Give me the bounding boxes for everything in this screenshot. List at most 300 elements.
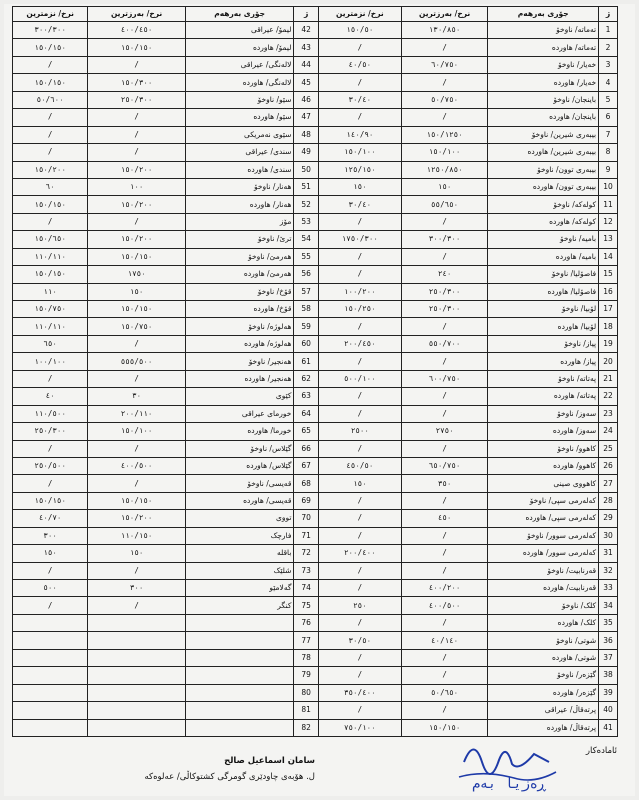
right-product-cell: پرتەقاڵ/ هاوردە <box>488 719 599 736</box>
right-max-cell: / <box>401 527 487 544</box>
right-min-cell: / <box>318 667 401 684</box>
left-product-cell: مۆز <box>185 213 294 230</box>
right-min-cell: / <box>318 388 401 405</box>
table-row <box>13 632 618 649</box>
left-min-cell: ٥٠/٦٠٠ <box>13 91 88 108</box>
left-min-cell <box>13 719 88 736</box>
table-row <box>13 144 618 161</box>
right-no-cell: 25 <box>599 440 618 457</box>
right-no-cell: 3 <box>599 56 618 73</box>
table-row <box>13 440 618 457</box>
right-product-cell: سەوز/ هاوردە <box>488 423 599 440</box>
left-max-cell <box>88 684 186 701</box>
left-min-cell: ١٥٠/٧٥٠ <box>13 301 88 318</box>
left-product-cell: گێلاس/ ناوخۆ <box>185 440 294 457</box>
left-product-cell: ترێ/ ناوخۆ <box>185 231 294 248</box>
right-min-cell: / <box>318 702 401 719</box>
right-max-cell: / <box>401 388 487 405</box>
left-max-cell <box>88 632 186 649</box>
right-max-cell: ٢٥٠/٣٠٠ <box>401 283 487 300</box>
table-row <box>13 56 618 73</box>
left-no-cell: 75 <box>294 597 318 614</box>
table-row <box>13 318 618 335</box>
right-min-cell: ٤٥٠/٥٠ <box>318 457 401 474</box>
right-min-cell: / <box>318 39 401 56</box>
left-max-cell: ١٥٠/٣٠٠ <box>88 74 186 91</box>
right-product-cell: تەماتە/ هاوردە <box>488 39 599 56</box>
table-row <box>13 580 618 597</box>
left-no-cell: 54 <box>294 231 318 248</box>
left-max-cell: ١٥٠/١٠٠ <box>88 423 186 440</box>
table-row <box>13 684 618 701</box>
right-product-cell: تەماتە/ ناوخۆ <box>488 22 599 39</box>
left-max-cell: ٤٠٠/٥٠٠ <box>88 457 186 474</box>
table-row <box>13 248 618 265</box>
left-no-cell: 44 <box>294 56 318 73</box>
right-max-cell: ٥٠/٦٥٠ <box>401 684 487 701</box>
right-max-cell: ١٣٠/٨٥٠ <box>401 22 487 39</box>
right-product-cell: پەتاتە/ ناوخۆ <box>488 370 599 387</box>
left-no-cell: 68 <box>294 475 318 492</box>
left-min-cell: / <box>13 109 88 126</box>
left-max-cell: ٣٠٠ <box>88 580 186 597</box>
right-min-cell: ١٠٠/٢٠٠ <box>318 283 401 300</box>
left-max-cell: / <box>88 109 186 126</box>
right-max-cell: ٦٥٠/٧٥٠ <box>401 457 487 474</box>
right-min-cell: / <box>318 492 401 509</box>
right-no-cell: 10 <box>599 178 618 195</box>
right-no-cell: 23 <box>599 405 618 422</box>
right-min-cell: / <box>318 248 401 265</box>
table-row <box>13 597 618 614</box>
left-product-cell: خورمای عيراقی <box>185 405 294 422</box>
left-max-cell: ١٥٠/١٥٠ <box>88 39 186 56</box>
right-product-cell: پەتاتە/ هاوردە <box>488 388 599 405</box>
signature-text: ڕەزیا بەم <box>472 776 546 792</box>
right-min-cell: / <box>318 405 401 422</box>
right-product-cell: خەيار/ هاوردە <box>488 74 599 91</box>
left-product-cell <box>185 649 294 666</box>
right-no-cell: 26 <box>599 457 618 474</box>
left-max-cell: ١٥٠/٢٠٠ <box>88 510 186 527</box>
left-max-cell <box>88 702 186 719</box>
right-no-cell: 21 <box>599 370 618 387</box>
right-min-cell: ٣٠/٥٠ <box>318 632 401 649</box>
left-max-cell: ٢٠٠/١١٠ <box>88 405 186 422</box>
left-product-cell: خورما/ هاوردە <box>185 423 294 440</box>
right-max-cell: / <box>401 492 487 509</box>
right-no-cell: 40 <box>599 702 618 719</box>
left-min-cell: / <box>13 440 88 457</box>
right-product-cell: شوتی/ ناوخۆ <box>488 632 599 649</box>
left-max-cell: / <box>88 562 186 579</box>
left-max-cell <box>88 719 186 736</box>
right-product-cell: قەرنابيت/ هاوردە <box>488 580 599 597</box>
left-max-cell: ١٧٥٠ <box>88 266 186 283</box>
table-row <box>13 614 618 631</box>
left-no-cell: 78 <box>294 649 318 666</box>
left-no-cell: 55 <box>294 248 318 265</box>
left-min-cell: ٥٠٠ <box>13 580 88 597</box>
left-product-cell: ليمۆ/ هاوردە <box>185 39 294 56</box>
right-product-cell: فاصۆليا/ ناوخۆ <box>488 266 599 283</box>
right-min-cell: ١٢٥/١٥٠ <box>318 161 401 178</box>
right-product-cell: کلک/ ناوخۆ <box>488 597 599 614</box>
left-product-cell: هەرمێ/ ناوخۆ <box>185 248 294 265</box>
left-product-cell: سێو/ ناوخۆ <box>185 91 294 108</box>
right-max-cell: ١٥٠/١٥٠ <box>401 719 487 736</box>
right-max-cell: / <box>401 440 487 457</box>
right-product-cell: خەيار/ ناوخۆ <box>488 56 599 73</box>
left-product-cell <box>185 667 294 684</box>
table-row <box>13 667 618 684</box>
left-no-cell: 80 <box>294 684 318 701</box>
right-max-cell: ٣٥٠ <box>401 475 487 492</box>
left-product-cell: هەرمێ/ هاوردە <box>185 266 294 283</box>
right-no-cell: 15 <box>599 266 618 283</box>
table-row <box>13 562 618 579</box>
right-product-cell: کەلەرمی سوور/ ناوخۆ <box>488 527 599 544</box>
right-product-cell: سەوز/ ناوخۆ <box>488 405 599 422</box>
left-min-cell: / <box>13 562 88 579</box>
left-product-cell: هەنار/ ناوخۆ <box>185 178 294 195</box>
left-max-cell: / <box>88 475 186 492</box>
left-min-cell: ١٠٠/١٠٠ <box>13 353 88 370</box>
right-max-cell: ٤٠٠/٢٠٠ <box>401 580 487 597</box>
table-row <box>13 370 618 387</box>
right-min-cell: / <box>318 510 401 527</box>
left-max-cell: ٢٥٠/٣٠٠ <box>88 91 186 108</box>
left-min-cell: ١٥٠/١٥٠ <box>13 196 88 213</box>
left-max-cell <box>88 667 186 684</box>
table-row <box>13 353 618 370</box>
right-no-cell: 13 <box>599 231 618 248</box>
right-max-cell: ٢٤٠ <box>401 266 487 283</box>
table-row <box>13 475 618 492</box>
right-no-cell: 6 <box>599 109 618 126</box>
left-max-cell <box>88 649 186 666</box>
left-no-cell: 50 <box>294 161 318 178</box>
right-no-cell: 2 <box>599 39 618 56</box>
right-no-cell: 36 <box>599 632 618 649</box>
table-row <box>13 423 618 440</box>
right-product-cell: باميە/ ناوخۆ <box>488 231 599 248</box>
right-min-cell: ٣٠/٤٠ <box>318 91 401 108</box>
right-min-cell: ٥٠٠/١٠٠ <box>318 370 401 387</box>
left-product-header: جۆری بەرهەم <box>185 7 294 22</box>
table-row <box>13 178 618 195</box>
price-table <box>12 6 618 737</box>
table-row <box>13 492 618 509</box>
right-product-cell: کولەکە/ ناوخۆ <box>488 196 599 213</box>
right-max-cell: ٤٥٠ <box>401 510 487 527</box>
left-no-cell: 42 <box>294 22 318 39</box>
left-min-cell <box>13 614 88 631</box>
left-no-cell: 72 <box>294 545 318 562</box>
left-min-cell: ١٥٠/١٥٠ <box>13 266 88 283</box>
right-product-cell: کولەکە/ هاوردە <box>488 213 599 230</box>
left-no-cell: 82 <box>294 719 318 736</box>
left-max-cell: ٥٥٥/٥٠٠ <box>88 353 186 370</box>
table-row <box>13 405 618 422</box>
right-min-header: نرخ/ نزمترين <box>318 7 401 22</box>
right-no-cell: 34 <box>599 597 618 614</box>
table-row <box>13 301 618 318</box>
right-product-cell: کاهوو/ هاوردە <box>488 457 599 474</box>
left-max-cell: / <box>88 56 186 73</box>
left-min-cell: ٣٠٠ <box>13 527 88 544</box>
left-no-cell: 69 <box>294 492 318 509</box>
left-product-cell: گێلاس/ هاوردە <box>185 457 294 474</box>
right-no-cell: 16 <box>599 283 618 300</box>
right-max-cell: ٥٠/٧٥٠ <box>401 91 487 108</box>
left-min-header: نرخ/ نزمترين <box>13 7 88 22</box>
right-no-header: ژ <box>599 7 618 22</box>
left-product-cell <box>185 632 294 649</box>
left-max-cell: ٣٠ <box>88 388 186 405</box>
right-max-cell: ١٢٥٠/٨٥٠ <box>401 161 487 178</box>
right-max-cell: / <box>401 248 487 265</box>
right-max-cell: / <box>401 562 487 579</box>
left-product-cell: شلێک <box>185 562 294 579</box>
right-min-cell: ٧٥٠/١٠٠ <box>318 719 401 736</box>
left-max-cell: ١٠٠ <box>88 178 186 195</box>
right-max-cell: / <box>401 614 487 631</box>
table-row <box>13 702 618 719</box>
right-min-cell: / <box>318 213 401 230</box>
right-min-cell: ١٤٠/٩٠ <box>318 126 401 143</box>
right-min-cell: ٣٥٠/٤٠٠ <box>318 684 401 701</box>
left-min-cell: / <box>13 144 88 161</box>
right-product-cell: کلک/ هاوردە <box>488 614 599 631</box>
right-product-cell: بيبەری شيرين/ ناوخۆ <box>488 126 599 143</box>
left-product-cell: هەنجير/ ناوخۆ <box>185 353 294 370</box>
left-min-cell: ٤٠ <box>13 388 88 405</box>
right-min-cell: / <box>318 527 401 544</box>
left-min-cell: ١١٠/٥٠٠ <box>13 405 88 422</box>
right-min-cell: ٢٠٠/٤٥٠ <box>318 335 401 352</box>
left-min-cell: / <box>13 370 88 387</box>
left-max-header: نرخ/ بەرزترين <box>88 7 186 22</box>
left-min-cell <box>13 632 88 649</box>
left-min-cell <box>13 667 88 684</box>
left-min-cell: / <box>13 213 88 230</box>
right-min-cell: / <box>318 318 401 335</box>
left-product-cell: فارچک <box>185 527 294 544</box>
left-min-cell: ١٥٠ <box>13 545 88 562</box>
left-product-cell <box>185 684 294 701</box>
right-no-cell: 24 <box>599 423 618 440</box>
right-max-cell: ٢٧٥٠ <box>401 423 487 440</box>
left-product-cell: هەلوژە/ هاوردە <box>185 335 294 352</box>
table-row <box>13 22 618 39</box>
left-max-cell: / <box>88 440 186 457</box>
right-min-cell: / <box>318 614 401 631</box>
table-row <box>13 527 618 544</box>
left-product-cell: تووی <box>185 510 294 527</box>
left-min-cell: ١١٠/١١٠ <box>13 318 88 335</box>
left-no-cell: 73 <box>294 562 318 579</box>
right-product-cell: قەرنابيت/ ناوخۆ <box>488 562 599 579</box>
right-max-cell: / <box>401 649 487 666</box>
left-min-cell: ٦٠ <box>13 178 88 195</box>
left-max-cell: ١٥٠/٢٠٠ <box>88 231 186 248</box>
right-min-cell: ١٧٥٠/٣٠٠ <box>318 231 401 248</box>
left-min-cell: ١١٠ <box>13 283 88 300</box>
right-max-cell: / <box>401 318 487 335</box>
left-product-cell: گەلامێو <box>185 580 294 597</box>
right-no-cell: 22 <box>599 388 618 405</box>
left-max-cell: ١٥٠/١٥٠ <box>88 248 186 265</box>
right-product-cell: پرتەقاڵ/ عيراقی <box>488 702 599 719</box>
left-no-cell: 49 <box>294 144 318 161</box>
right-min-cell: ٤٠/٥٠ <box>318 56 401 73</box>
right-no-cell: 28 <box>599 492 618 509</box>
right-product-cell: پياز/ ناوخۆ <box>488 335 599 352</box>
left-no-cell: 53 <box>294 213 318 230</box>
right-max-cell: / <box>401 213 487 230</box>
left-no-cell: 45 <box>294 74 318 91</box>
right-max-cell: ٣٠٠/٣٠٠ <box>401 231 487 248</box>
right-min-cell: / <box>318 562 401 579</box>
left-max-cell <box>88 614 186 631</box>
right-product-cell: شوتی/ هاوردە <box>488 649 599 666</box>
right-max-cell: / <box>401 545 487 562</box>
left-product-cell: سێو/ هاوردە <box>185 109 294 126</box>
right-max-cell: ٦٠/٧٥٠ <box>401 56 487 73</box>
right-product-cell: پياز/ هاوردە <box>488 353 599 370</box>
right-min-cell: ١٥٠/٥٠ <box>318 22 401 39</box>
left-no-cell: 58 <box>294 301 318 318</box>
left-product-cell: کێوی <box>185 388 294 405</box>
left-product-cell: سێوی نەمريکی <box>185 126 294 143</box>
right-product-cell: بيبەری توون/ ناوخۆ <box>488 161 599 178</box>
right-no-cell: 11 <box>599 196 618 213</box>
right-product-cell: بيبەری شيرين/ هاوردە <box>488 144 599 161</box>
table-row <box>13 649 618 666</box>
left-max-cell: ١٥٠/٢٠٠ <box>88 161 186 178</box>
left-max-cell: / <box>88 126 186 143</box>
right-max-cell: / <box>401 405 487 422</box>
left-max-cell: / <box>88 335 186 352</box>
left-no-cell: 71 <box>294 527 318 544</box>
table-row <box>13 266 618 283</box>
left-product-cell <box>185 614 294 631</box>
signer-name: سامان اسماعيل صالح <box>224 756 315 766</box>
left-product-cell: ليمۆ/ عيراقی <box>185 22 294 39</box>
right-max-cell: / <box>401 109 487 126</box>
left-no-cell: 48 <box>294 126 318 143</box>
right-no-cell: 20 <box>599 353 618 370</box>
right-min-cell: / <box>318 74 401 91</box>
left-no-cell: 77 <box>294 632 318 649</box>
right-product-cell: کەلەرمی سوور/ هاوردە <box>488 545 599 562</box>
table-row <box>13 457 618 474</box>
right-product-cell: کەلەرمی سپی/ ناوخۆ <box>488 492 599 509</box>
right-no-cell: 7 <box>599 126 618 143</box>
right-no-cell: 29 <box>599 510 618 527</box>
right-no-cell: 1 <box>599 22 618 39</box>
table-row <box>13 161 618 178</box>
right-product-cell: کاهووی صينی <box>488 475 599 492</box>
left-no-cell: 64 <box>294 405 318 422</box>
left-min-cell: ٤٠/٧٠ <box>13 510 88 527</box>
left-max-cell: ٤٠٠/٤٥٠ <box>88 22 186 39</box>
right-product-cell: بيبەری توون/ هاوردە <box>488 178 599 195</box>
table-row <box>13 74 618 91</box>
left-product-cell: هەنجير/ هاوردە <box>185 370 294 387</box>
right-max-cell: ٤٠/١٤٠ <box>401 632 487 649</box>
right-product-cell: کاهوو/ ناوخۆ <box>488 440 599 457</box>
table-row <box>13 283 618 300</box>
left-no-cell: 56 <box>294 266 318 283</box>
left-max-cell: ١٥٠ <box>88 545 186 562</box>
right-min-cell: ١٥٠ <box>318 475 401 492</box>
table-row <box>13 388 618 405</box>
table-row <box>13 335 618 352</box>
left-min-cell: ٢٥٠/٣٠٠ <box>13 423 88 440</box>
left-max-cell: ١٥٠/١٥٠ <box>88 492 186 509</box>
right-product-cell: باينجان/ ناوخۆ <box>488 91 599 108</box>
right-max-cell: ٥٥/٦٥٠ <box>401 196 487 213</box>
prepared-by-label: ئامادەکار <box>585 746 617 756</box>
right-max-cell: ٤٠٠/٥٠٠ <box>401 597 487 614</box>
right-no-cell: 32 <box>599 562 618 579</box>
left-no-cell: 67 <box>294 457 318 474</box>
left-min-cell: / <box>13 597 88 614</box>
left-no-cell: 60 <box>294 335 318 352</box>
right-no-cell: 14 <box>599 248 618 265</box>
left-min-cell: ١٥٠/١٥٠ <box>13 39 88 56</box>
table-row <box>13 545 618 562</box>
left-no-cell: 79 <box>294 667 318 684</box>
right-product-cell: گێزەر/ ناوخۆ <box>488 667 599 684</box>
left-product-cell: سندی/ هاوردە <box>185 161 294 178</box>
left-product-cell: قۆخ/ هاوردە <box>185 301 294 318</box>
left-min-cell <box>13 684 88 701</box>
right-max-cell: ٢٥٠/٣٠٠ <box>401 301 487 318</box>
left-max-cell: ١٥٠/٢٠٠ <box>88 196 186 213</box>
left-product-cell: قەيسی/ هاوردە <box>185 492 294 509</box>
right-no-cell: 39 <box>599 684 618 701</box>
left-min-cell: ١٥٠/١٥٠ <box>13 492 88 509</box>
right-min-cell: ١٥٠ <box>318 178 401 195</box>
left-product-cell <box>185 702 294 719</box>
left-no-cell: 63 <box>294 388 318 405</box>
right-product-cell: باينجان/ هاوردە <box>488 109 599 126</box>
left-min-cell: ٣٠٠/٣٠٠ <box>13 22 88 39</box>
left-max-cell: / <box>88 213 186 230</box>
left-no-cell: 61 <box>294 353 318 370</box>
right-product-cell: لۆبيا/ ناوخۆ <box>488 301 599 318</box>
left-no-cell: 57 <box>294 283 318 300</box>
left-no-cell: 66 <box>294 440 318 457</box>
left-product-cell: سندی/ عيراقی <box>185 144 294 161</box>
left-product-cell: کنگر <box>185 597 294 614</box>
right-no-cell: 18 <box>599 318 618 335</box>
right-min-cell: / <box>318 353 401 370</box>
right-min-cell: ٢٥٠ <box>318 597 401 614</box>
table-row <box>13 231 618 248</box>
right-no-cell: 5 <box>599 91 618 108</box>
left-no-cell: 51 <box>294 178 318 195</box>
right-product-cell: لۆبيا/ هاوردە <box>488 318 599 335</box>
right-no-cell: 17 <box>599 301 618 318</box>
right-min-cell: ١٥٠/١٠٠ <box>318 144 401 161</box>
left-product-cell: قەيسی/ ناوخۆ <box>185 475 294 492</box>
table-row <box>13 109 618 126</box>
left-max-cell: ١٥٠/١٥٠ <box>88 301 186 318</box>
